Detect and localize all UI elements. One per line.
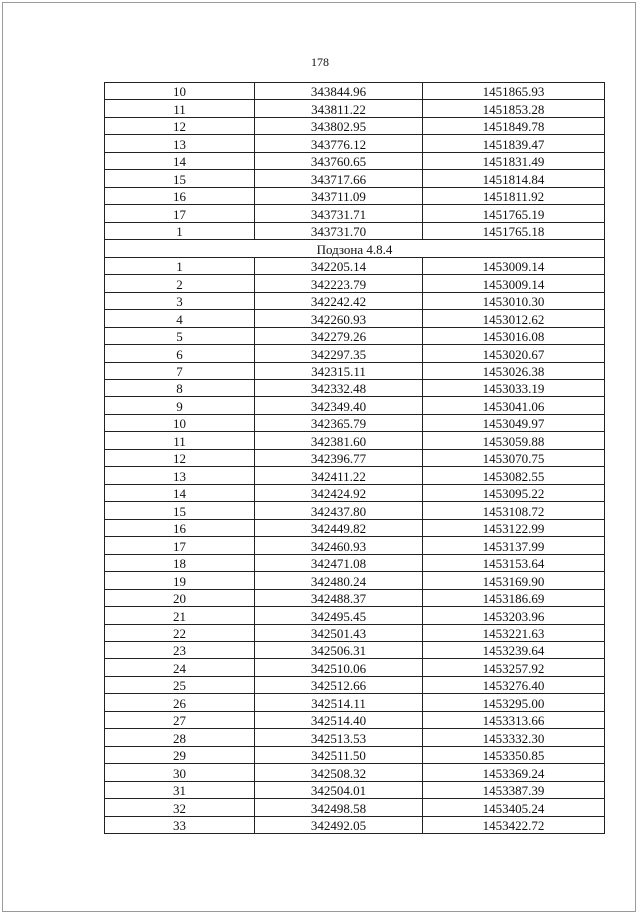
point-number-cell: 10 [105, 414, 255, 431]
point-number-cell: 1 [105, 222, 255, 239]
x-coordinate-cell: 342279.26 [255, 327, 423, 344]
table-row [105, 816, 605, 833]
x-coordinate-cell: 342488.37 [255, 589, 423, 606]
x-coordinate-cell: 342480.24 [255, 572, 423, 589]
point-number-cell: 17 [105, 205, 255, 222]
point-number-cell: 12 [105, 449, 255, 466]
table-row [105, 781, 605, 798]
y-coordinate-cell: 1453153.64 [423, 554, 605, 571]
x-coordinate-cell: 342260.93 [255, 310, 423, 327]
point-number-cell: 32 [105, 799, 255, 816]
table-row [105, 292, 605, 309]
table-row [105, 327, 605, 344]
point-number-cell: 14 [105, 152, 255, 169]
table-row [105, 170, 605, 187]
x-coordinate-cell: 342424.92 [255, 484, 423, 501]
x-coordinate-cell: 343811.22 [255, 100, 423, 117]
y-coordinate-cell: 1453070.75 [423, 449, 605, 466]
point-number-cell: 2 [105, 275, 255, 292]
x-coordinate-cell: 343760.65 [255, 152, 423, 169]
y-coordinate-cell: 1453276.40 [423, 676, 605, 693]
table-row [105, 607, 605, 624]
point-number-cell: 16 [105, 519, 255, 536]
y-coordinate-cell: 1453239.64 [423, 642, 605, 659]
table-row [105, 554, 605, 571]
x-coordinate-cell: 343844.96 [255, 83, 423, 100]
x-coordinate-cell: 343802.95 [255, 117, 423, 134]
page-number: 178 [311, 55, 329, 69]
table-row [105, 257, 605, 274]
table-row [105, 379, 605, 396]
table-row [105, 397, 605, 414]
point-number-cell: 21 [105, 607, 255, 624]
point-number-cell: 7 [105, 362, 255, 379]
y-coordinate-cell: 1453405.24 [423, 799, 605, 816]
y-coordinate-cell: 1453422.72 [423, 816, 605, 833]
point-number-cell: 19 [105, 572, 255, 589]
point-number-cell: 30 [105, 764, 255, 781]
y-coordinate-cell: 1451849.78 [423, 117, 605, 134]
x-coordinate-cell: 342365.79 [255, 414, 423, 431]
table-row [105, 345, 605, 362]
y-coordinate-cell: 1453033.19 [423, 379, 605, 396]
x-coordinate-cell: 342396.77 [255, 449, 423, 466]
point-number-cell: 29 [105, 746, 255, 763]
subzone-header-row [105, 240, 605, 257]
y-coordinate-cell: 1453350.85 [423, 746, 605, 763]
table-row [105, 624, 605, 641]
x-coordinate-cell: 342242.42 [255, 292, 423, 309]
x-coordinate-cell: 342332.48 [255, 379, 423, 396]
y-coordinate-cell: 1451839.47 [423, 135, 605, 152]
y-coordinate-cell: 1453095.22 [423, 484, 605, 501]
y-coordinate-cell: 1453016.08 [423, 327, 605, 344]
y-coordinate-cell: 1453108.72 [423, 502, 605, 519]
x-coordinate-cell: 343731.70 [255, 222, 423, 239]
y-coordinate-cell: 1451814.84 [423, 170, 605, 187]
point-number-cell: 27 [105, 711, 255, 728]
point-number-cell: 24 [105, 659, 255, 676]
table-row [105, 135, 605, 152]
table-row [105, 449, 605, 466]
y-coordinate-cell: 1451765.19 [423, 205, 605, 222]
y-coordinate-cell: 1453010.30 [423, 292, 605, 309]
x-coordinate-cell: 342471.08 [255, 554, 423, 571]
y-coordinate-cell: 1453122.99 [423, 519, 605, 536]
point-number-cell: 18 [105, 554, 255, 571]
y-coordinate-cell: 1453257.92 [423, 659, 605, 676]
y-coordinate-cell: 1453221.63 [423, 624, 605, 641]
table-row [105, 222, 605, 239]
point-number-cell: 20 [105, 589, 255, 606]
point-number-cell: 15 [105, 502, 255, 519]
x-coordinate-cell: 342297.35 [255, 345, 423, 362]
point-number-cell: 26 [105, 694, 255, 711]
table-row [105, 537, 605, 554]
table-row [105, 572, 605, 589]
point-number-cell: 33 [105, 816, 255, 833]
y-coordinate-cell: 1453137.99 [423, 537, 605, 554]
table-row [105, 117, 605, 134]
x-coordinate-cell: 342495.45 [255, 607, 423, 624]
table-row [105, 729, 605, 746]
x-coordinate-cell: 343711.09 [255, 187, 423, 204]
y-coordinate-cell: 1451853.28 [423, 100, 605, 117]
x-coordinate-cell: 342492.05 [255, 816, 423, 833]
point-number-cell: 5 [105, 327, 255, 344]
x-coordinate-cell: 342511.50 [255, 746, 423, 763]
point-number-cell: 13 [105, 467, 255, 484]
table-row [105, 83, 605, 100]
x-coordinate-cell: 342460.93 [255, 537, 423, 554]
coordinates-table [104, 82, 605, 834]
x-coordinate-cell: 342498.58 [255, 799, 423, 816]
table-row [105, 275, 605, 292]
x-coordinate-cell: 342449.82 [255, 519, 423, 536]
point-number-cell: 14 [105, 484, 255, 501]
y-coordinate-cell: 1453026.38 [423, 362, 605, 379]
point-number-cell: 16 [105, 187, 255, 204]
table-row [105, 502, 605, 519]
table-row [105, 589, 605, 606]
table-row [105, 310, 605, 327]
point-number-cell: 25 [105, 676, 255, 693]
point-number-cell: 23 [105, 642, 255, 659]
y-coordinate-cell: 1451865.93 [423, 83, 605, 100]
x-coordinate-cell: 342510.06 [255, 659, 423, 676]
table-row [105, 187, 605, 204]
table-row [105, 746, 605, 763]
y-coordinate-cell: 1451811.92 [423, 187, 605, 204]
x-coordinate-cell: 342205.14 [255, 257, 423, 274]
point-number-cell: 11 [105, 100, 255, 117]
x-coordinate-cell: 342508.32 [255, 764, 423, 781]
x-coordinate-cell: 343776.12 [255, 135, 423, 152]
table-row [105, 205, 605, 222]
table-row [105, 659, 605, 676]
point-number-cell: 13 [105, 135, 255, 152]
point-number-cell: 31 [105, 781, 255, 798]
table-row [105, 799, 605, 816]
point-number-cell: 6 [105, 345, 255, 362]
x-coordinate-cell: 342349.40 [255, 397, 423, 414]
y-coordinate-cell: 1453169.90 [423, 572, 605, 589]
x-coordinate-cell: 342506.31 [255, 642, 423, 659]
y-coordinate-cell: 1453082.55 [423, 467, 605, 484]
y-coordinate-cell: 1453041.06 [423, 397, 605, 414]
point-number-cell: 22 [105, 624, 255, 641]
x-coordinate-cell: 343731.71 [255, 205, 423, 222]
point-number-cell: 9 [105, 397, 255, 414]
x-coordinate-cell: 342315.11 [255, 362, 423, 379]
y-coordinate-cell: 1453009.14 [423, 257, 605, 274]
point-number-cell: 28 [105, 729, 255, 746]
y-coordinate-cell: 1453009.14 [423, 275, 605, 292]
point-number-cell: 8 [105, 379, 255, 396]
point-number-cell: 4 [105, 310, 255, 327]
point-number-cell: 11 [105, 432, 255, 449]
table-row [105, 694, 605, 711]
x-coordinate-cell: 342504.01 [255, 781, 423, 798]
x-coordinate-cell: 342514.11 [255, 694, 423, 711]
x-coordinate-cell: 342223.79 [255, 275, 423, 292]
y-coordinate-cell: 1453186.69 [423, 589, 605, 606]
table-row [105, 676, 605, 693]
y-coordinate-cell: 1453020.67 [423, 345, 605, 362]
y-coordinate-cell: 1451765.18 [423, 222, 605, 239]
y-coordinate-cell: 1453059.88 [423, 432, 605, 449]
y-coordinate-cell: 1453332.30 [423, 729, 605, 746]
x-coordinate-cell: 342381.60 [255, 432, 423, 449]
table-row [105, 484, 605, 501]
point-number-cell: 3 [105, 292, 255, 309]
subzone-header: Подзона 4.8.4 [105, 240, 605, 257]
x-coordinate-cell: 342437.80 [255, 502, 423, 519]
point-number-cell: 12 [105, 117, 255, 134]
y-coordinate-cell: 1453295.00 [423, 694, 605, 711]
table-row [105, 519, 605, 536]
coordinates-table-body [105, 83, 605, 834]
point-number-cell: 15 [105, 170, 255, 187]
x-coordinate-cell: 343717.66 [255, 170, 423, 187]
point-number-cell: 17 [105, 537, 255, 554]
table-row [105, 467, 605, 484]
table-row [105, 152, 605, 169]
x-coordinate-cell: 342512.66 [255, 676, 423, 693]
table-row [105, 100, 605, 117]
y-coordinate-cell: 1453012.62 [423, 310, 605, 327]
table-row [105, 432, 605, 449]
y-coordinate-cell: 1451831.49 [423, 152, 605, 169]
x-coordinate-cell: 342411.22 [255, 467, 423, 484]
table-row [105, 764, 605, 781]
x-coordinate-cell: 342501.43 [255, 624, 423, 641]
table-row [105, 642, 605, 659]
x-coordinate-cell: 342514.40 [255, 711, 423, 728]
table-row [105, 414, 605, 431]
y-coordinate-cell: 1453203.96 [423, 607, 605, 624]
point-number-cell: 10 [105, 83, 255, 100]
y-coordinate-cell: 1453369.24 [423, 764, 605, 781]
y-coordinate-cell: 1453049.97 [423, 414, 605, 431]
x-coordinate-cell: 342513.53 [255, 729, 423, 746]
table-row [105, 362, 605, 379]
table-row [105, 711, 605, 728]
y-coordinate-cell: 1453313.66 [423, 711, 605, 728]
point-number-cell: 1 [105, 257, 255, 274]
y-coordinate-cell: 1453387.39 [423, 781, 605, 798]
